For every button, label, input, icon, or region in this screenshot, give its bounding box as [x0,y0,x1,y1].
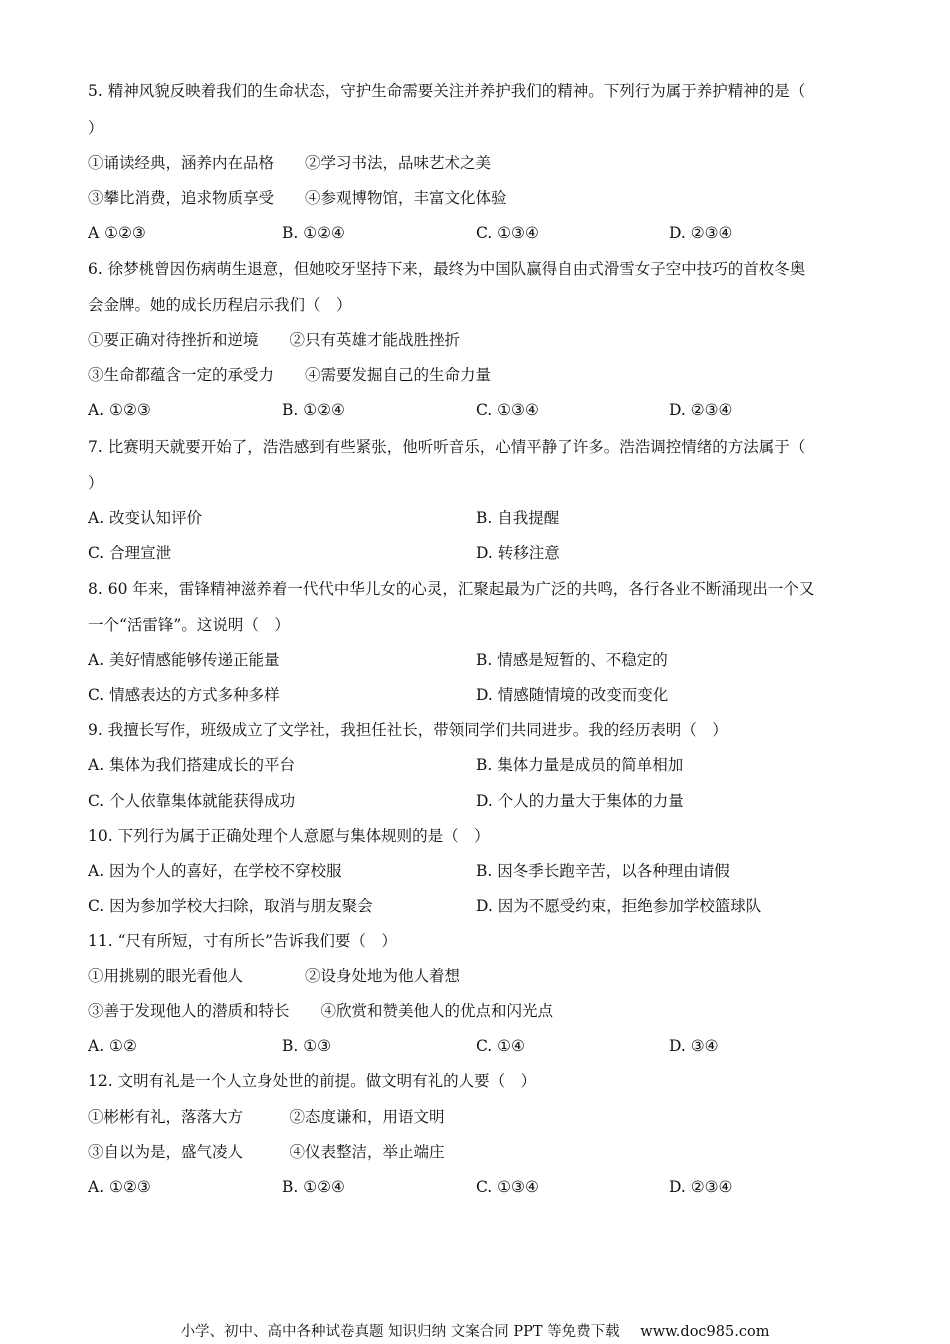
q8-option-d[interactable]: D. 情感随情境的改变而变化 [476,686,669,704]
q8-stem-line-1: 8. 60 年来，雷锋精神滋养着一代代中华儿女的心灵，汇聚起最为广泛的共鸣，各行各业不断涌现出一个又 [88,580,815,598]
page-footer [0,1322,950,1342]
q5-option-d[interactable]: D. ②③④ [669,224,733,242]
q5-option-b[interactable]: B. ①②④ [282,224,345,242]
q10-option-b[interactable]: B. 因冬季长跑辛苦，以各种理由请假 [476,862,730,880]
q5-option-c[interactable]: C. ①③④ [476,224,539,242]
q5-option-a[interactable]: A ①②③ [88,224,146,242]
q10-stem-line-1: 10. 下列行为属于正确处理个人意愿与集体规则的是（ ） [88,827,490,845]
q12-option-d[interactable]: D. ②③④ [669,1178,733,1196]
q7-stem-line-2: ） [88,474,104,492]
q12-item-line-2: ③自以为是，盛气凌人 ④仪表整洁，举止端庄 [88,1143,445,1161]
q11-item-line-2: ③善于发现他人的潜质和特长 ④欣赏和赞美他人的优点和闪光点 [88,1002,554,1020]
q5-stem-line-2: ） [88,119,104,137]
q7-option-c[interactable]: C. 合理宣泄 [88,544,172,562]
q8-option-c[interactable]: C. 情感表达的方式多种多样 [88,686,280,704]
q11-item-line-1: ①用挑剔的眼光看他人 ②设身处地为他人着想 [88,967,461,985]
q9-option-a[interactable]: A. 集体为我们搭建成长的平台 [88,756,296,774]
footer-site-link[interactable]: www.doc985.com [640,1324,770,1340]
q8-option-a[interactable]: A. 美好情感能够传递正能量 [88,651,280,669]
q5-item-line-1: ①诵读经典，涵养内在品格 ②学习书法，品味艺术之美 [88,154,492,172]
q6-item-line-2: ③生命都蕴含一定的承受力 ④需要发掘自己的生命力量 [88,366,492,384]
q5-stem-line-1: 5. 精神风貌反映着我们的生命状态，守护生命需要关注并养护我们的精神。下列行为属于养护精神的是（ [88,82,806,100]
q6-stem-line-2: 会金牌。她的成长历程启示我们（ ） [88,296,352,314]
q8-option-b[interactable]: B. 情感是短暂的、不稳定的 [476,651,668,669]
q7-stem-line-1: 7. 比赛明天就要开始了，浩浩感到有些紧张，他听听音乐，心情平静了许多。浩浩调控情绪的方法属于（ [88,438,806,456]
q6-option-b[interactable]: B. ①②④ [282,401,345,419]
q11-option-a[interactable]: A. ①② [88,1037,137,1055]
q7-option-a[interactable]: A. 改变认知评价 [88,509,203,527]
q9-option-c[interactable]: C. 个人依靠集体就能获得成功 [88,792,296,810]
q9-option-b[interactable]: B. 集体力量是成员的简单相加 [476,756,684,774]
footer-text: 小学、初中、高中各种试卷真题 知识归纳 文案合同 PPT 等免费下载 [180,1324,620,1340]
q12-item-line-1: ①彬彬有礼，落落大方 ②态度谦和，用语文明 [88,1108,445,1126]
q12-option-a[interactable]: A. ①②③ [88,1178,151,1196]
q10-option-c[interactable]: C. 因为参加学校大扫除，取消与朋友聚会 [88,897,373,915]
q11-option-d[interactable]: D. ③④ [669,1037,719,1055]
q6-option-d[interactable]: D. ②③④ [669,401,733,419]
q11-stem-line-1: 11. “尺有所短，寸有所长”告诉我们要（ ） [88,932,397,950]
q7-option-b[interactable]: B. 自我提醒 [476,509,560,527]
q11-option-b[interactable]: B. ①③ [282,1037,332,1055]
q12-option-b[interactable]: B. ①②④ [282,1178,345,1196]
q8-stem-line-2: 一个“活雷锋”。这说明（ ） [88,616,290,634]
q6-option-c[interactable]: C. ①③④ [476,401,539,419]
q12-stem-line-1: 12. 文明有礼是一个人立身处世的前提。做文明有礼的人要（ ） [88,1072,537,1090]
q12-option-c[interactable]: C. ①③④ [476,1178,539,1196]
q6-stem-line-1: 6. 徐梦桃曾因伤病萌生退意，但她咬牙坚持下来，最终为中国队赢得自由式滑雪女子空中技巧的首枚冬奥 [88,260,806,278]
q11-option-c[interactable]: C. ①④ [476,1037,525,1055]
q9-option-d[interactable]: D. 个人的力量大于集体的力量 [476,792,684,810]
q6-item-line-1: ①要正确对待挫折和逆境 ②只有英雄才能战胜挫折 [88,331,461,349]
q10-option-a[interactable]: A. 因为个人的喜好，在学校不穿校服 [88,862,342,880]
q9-stem-line-1: 9. 我擅长写作，班级成立了文学社，我担任社长，带领同学们共同进步。我的经历表明（ ） [88,721,728,739]
q10-option-d[interactable]: D. 因为不愿受约束，拒绝参加学校篮球队 [476,897,762,915]
q6-option-a[interactable]: A. ①②③ [88,401,151,419]
q5-item-line-2: ③攀比消费，追求物质享受 ④参观博物馆，丰富文化体验 [88,189,507,207]
q7-option-d[interactable]: D. 转移注意 [476,544,560,562]
